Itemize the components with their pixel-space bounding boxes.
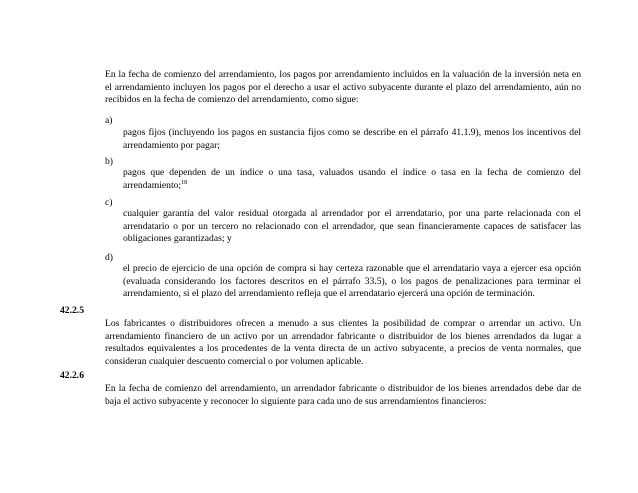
- item-c-text: cualquier garantía del valor residual otorgada al arrendador por el arrendatario, por una parte relacionada con el arrendatario o por un tercero no relacionado con el arrendador, que sean financieramente capaces de satisfacer las obligaciones garantizadas; y: [123, 208, 581, 245]
- item-a-letter: a): [105, 115, 113, 126]
- item-a-text: pagos fijos (incluyendo los pagos en sustancia fijos como se describe en el párrafo 41.1.9), menos los incentivos del arrendamiento por pagar;: [123, 127, 581, 151]
- item-b-text: pagos que dependen de un índice o una tasa, valuados usando el índice o tasa en la fecha de comienzo del arrendamiento;: [123, 167, 581, 191]
- intro-paragraph: En la fecha de comienzo del arrendamiento, los pagos por arrendamiento incluidos en la valuación de la inversión neta en el arrendamiento incluyen los pagos por el derecho a usar el activo subyacente durante el plazo del arrendamiento, aún no recibidos en la fecha de comienzo del arrendamiento, como sigue:: [105, 69, 581, 106]
- item-d-letter: d): [105, 252, 113, 263]
- footnote-ref-18[interactable]: 18: [181, 179, 188, 186]
- section-number-42-2-6: 42.2.6: [60, 370, 84, 381]
- section-42-2-6-text: En la fecha de comienzo del arrendamiento, un arrendador fabricante o distribuidor de los bienes arrendados debe dar de baja el activo subyacente y reconocer lo siguiente para cada uno de sus arrendamientos financieros:: [105, 383, 581, 407]
- item-c-letter: c): [105, 197, 113, 208]
- section-number-42-2-5: 42.2.5: [60, 305, 84, 316]
- item-b-letter: b): [105, 156, 113, 167]
- section-42-2-5-text: Los fabricantes o distribuidores ofrecen a menudo a sus clientes la posibilidad de comprar o arrendar un activo. Un arrendamiento financiero de un activo por un arrendador fabricante o distribuidor de los bienes arrendados da lugar a resultados equivalentes a los procedentes de la venta directa de un activo subyacente, a precios de venta normales, que consideran cualquier descuento comercial o por volumen aplicable.: [105, 318, 581, 367]
- item-d-text: el precio de ejercicio de una opción de compra si hay certeza razonable que el arrendatario vaya a ejercer esa opción (evaluada considerando los factores descritos en el párrafo 33.5), o los pagos de penalizaciones para terminar el arrendamiento, si el plazo del arrendamiento refleja que el arrendatario ejercerá una opción de terminación.: [123, 263, 581, 300]
- item-b-paragraph: [123, 167, 581, 192]
